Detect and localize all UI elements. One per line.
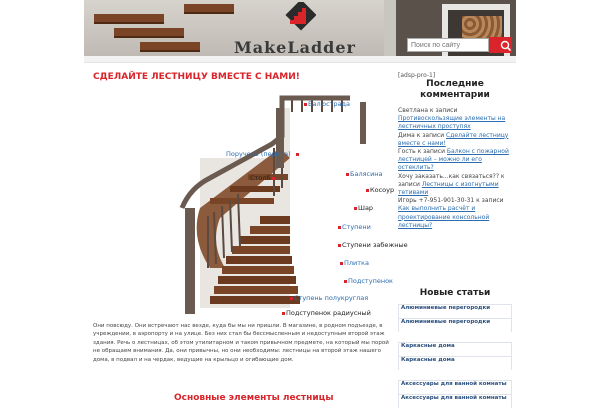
label-marker: [282, 312, 285, 315]
logo-icon[interactable]: [282, 2, 316, 36]
news-item[interactable]: Аксессуары для ванной комнаты: [398, 380, 512, 394]
comment-item: Светлана к записи Противоскользящие элементы на лестничных проступях: [398, 107, 506, 131]
news-item[interactable]: Алюминиевые перегородки: [398, 318, 512, 332]
search-icon: [495, 38, 516, 54]
label-marker: [290, 297, 293, 300]
label-marker: [340, 262, 343, 265]
label-baluster: Балясина: [350, 170, 383, 178]
comment-item: Гость к записи Балкон с пожарной лестницей – можно ли его остеклить?: [398, 148, 509, 172]
page-title: СДЕЛАЙТЕ ЛЕСТНИЦУ ВМЕСТЕ С НАМИ!: [93, 72, 300, 82]
recent-comments-title: Последние комментарии: [420, 79, 490, 100]
search-input[interactable]: [407, 38, 489, 52]
banner-step: [184, 4, 234, 14]
label-semicircular-step: Ступень полукруглая: [294, 294, 369, 302]
comment-link[interactable]: Как выполнить расчёт и проектирование консольной лестницы?: [398, 205, 490, 229]
label-steps: Ступени: [342, 223, 371, 231]
label-radial-riser: Подступенок радиусный: [286, 309, 371, 317]
next-section-heading: Основные элементы лестницы: [174, 393, 334, 403]
label-marker: [366, 189, 369, 192]
site-header: [84, 0, 516, 56]
label-marker: [354, 207, 357, 210]
comment-item: Дима к записи Сделайте лестницу вместе с нами!: [398, 131, 509, 147]
label-marker: [346, 173, 349, 176]
label-ball: Шар: [358, 204, 374, 212]
label-marker: [272, 177, 275, 180]
label-marker: [296, 153, 299, 156]
label-marker: [338, 226, 341, 229]
logo-text[interactable]: MakeLadder: [234, 38, 356, 56]
label-handrail: Поручень (перила): [226, 150, 291, 158]
news-item[interactable]: Алюминиевые перегородки: [398, 304, 512, 318]
label-marker: [338, 244, 341, 247]
comment-item: Игорь +7-951-901-30-31 к записи Как выполнить расчёт и проектирование консольной лестницы?: [398, 197, 504, 229]
label-marker: [304, 103, 307, 106]
label-marker: [344, 280, 347, 283]
label-post: Столб: [250, 174, 271, 182]
comment-item: Хочу заказать...как связаться?? к записи Лестницы с изогнутыми тетивами: [398, 172, 505, 197]
news-item[interactable]: Аксессуары для ванной комнаты: [398, 394, 512, 408]
article-paragraph: Они повсюду. Они встречают нас везде, куда бы мы ни пришли. В магазине, в родном подъезде, в учреждении, в аэропорту и на улице. Без них стал бы бессмысленным и недоступным второй этаж здания. Речь о лестницах, об этом утилитарном и таком привычном предмете, на который мы порой не обращаем внимания. Да, они привычны, но они необходимы: лестницы на второй этаж нашего дома, в подвал и на чердак, ведущие на крыльцо и огибающие дом.: [93, 323, 389, 363]
news-item[interactable]: Каркасные дома: [398, 356, 512, 370]
label-winder-steps: Ступени забежные: [342, 241, 408, 249]
banner-step: [94, 14, 164, 24]
comment-link[interactable]: Сделайте лестницу вместе с нами!: [398, 131, 509, 147]
label-tile: Плитка: [344, 259, 369, 267]
label-balustrade: Балюстрада: [308, 100, 351, 108]
search-button[interactable]: [489, 37, 512, 53]
comment-link[interactable]: Лестницы с изогнутыми тетивами: [398, 180, 499, 197]
recent-comments-list: [398, 107, 512, 230]
sidebar: [398, 72, 512, 401]
new-articles-list: [398, 304, 512, 408]
newel-post: [185, 208, 195, 314]
header-divider: [84, 56, 516, 63]
comment-link[interactable]: Противоскользящие элементы на лестничных проступях: [398, 115, 506, 131]
banner-step: [140, 42, 200, 52]
banner-step: [114, 28, 184, 38]
label-riser: Подступенок: [348, 277, 393, 285]
staircase-diagram: [90, 88, 408, 317]
new-articles-title: Новые статьи: [419, 288, 491, 298]
label-stringer: Косоур: [370, 186, 395, 194]
page: [84, 0, 516, 403]
news-item[interactable]: Каркасные дома: [398, 342, 512, 356]
ads-placeholder: [adsp-pro-1]: [398, 72, 436, 79]
comment-link[interactable]: Балкон с пожарной лестницей – можно ли его остеклить?: [398, 148, 509, 172]
